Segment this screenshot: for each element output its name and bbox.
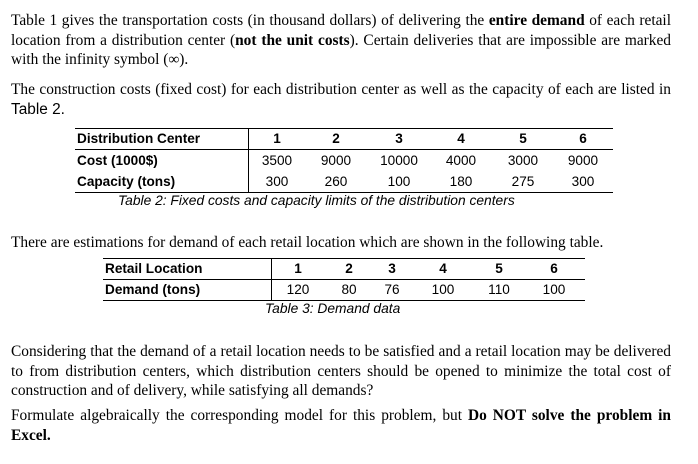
task-paragraph: Formulate algebraically the corresponding model for this problem, but Do NOT solve the problem in Excel. (11, 407, 671, 444)
table-2-header-rule (75, 149, 613, 150)
table-cell: 110 (488, 282, 510, 297)
column-header: 5 (519, 131, 527, 146)
column-header: 2 (332, 131, 340, 146)
table-cell: 3500 (261, 153, 293, 168)
table-cell: 76 (384, 282, 400, 297)
column-header: 6 (550, 261, 558, 276)
table-row (105, 280, 585, 299)
table-cell: 120 (286, 282, 310, 297)
table-cell: 180 (449, 174, 473, 189)
column-header: 6 (579, 131, 587, 146)
intro-paragraph: Table 1 gives the transportation costs (in thousand dollars) of delivering the entire demand of each retail location from a distribution center (not the unit costs). Certain deliveries that are impossible are marked with the infinity symbol (∞). (11, 12, 671, 68)
table-cell: 10000 (380, 153, 418, 168)
table-2-header-row (77, 129, 613, 148)
table-cell: 3000 (507, 153, 539, 168)
table-cell: 100 (542, 282, 566, 297)
table-cell: 300 (571, 174, 595, 189)
table-row (77, 172, 613, 191)
column-header: 3 (395, 131, 403, 146)
table-cell: 260 (324, 174, 348, 189)
table-cell: 9000 (320, 153, 352, 168)
table-2-caption: Table 2: Fixed costs and capacity limits of the distribution centers (118, 193, 515, 208)
row-label: Cost (1000$) (77, 153, 158, 168)
table-cell: 300 (265, 174, 289, 189)
row-label: Demand (tons) (105, 282, 201, 297)
table-3-header-label: Retail Location (105, 261, 203, 276)
table-row (77, 151, 613, 170)
column-header: 4 (439, 261, 447, 276)
column-header: 5 (495, 261, 503, 276)
table-cell: 100 (431, 282, 455, 297)
table-cell: 4000 (445, 153, 477, 168)
construction-paragraph: The construction costs (fixed cost) for each distribution center as well as the capacity of each are listed in Table 2. (11, 81, 671, 118)
column-header: 4 (457, 131, 465, 146)
column-header: 1 (294, 261, 302, 276)
column-header: 2 (345, 261, 353, 276)
column-header: 1 (273, 131, 281, 146)
table-cell: 100 (387, 174, 411, 189)
question-paragraph: Considering that the demand of a retail location needs to be satisfied and a retail location may be delivered to from distribution centers, which distribution centers should be opened to minimize the total cost of construction and of delivery, while satisfying all demands? (11, 343, 671, 399)
table-cell: 9000 (567, 153, 599, 168)
row-label: Capacity (tons) (77, 174, 176, 189)
table-3-header-row (105, 259, 585, 278)
table-cell: 80 (341, 282, 357, 297)
column-header: 3 (388, 261, 396, 276)
table-3-caption: Table 3: Demand data (265, 301, 401, 316)
table-cell: 275 (511, 174, 535, 189)
demand-paragraph: There are estimations for demand of each retail location which are shown in the following table. (11, 234, 604, 251)
table-2-header-label: Distribution Center (77, 131, 201, 146)
